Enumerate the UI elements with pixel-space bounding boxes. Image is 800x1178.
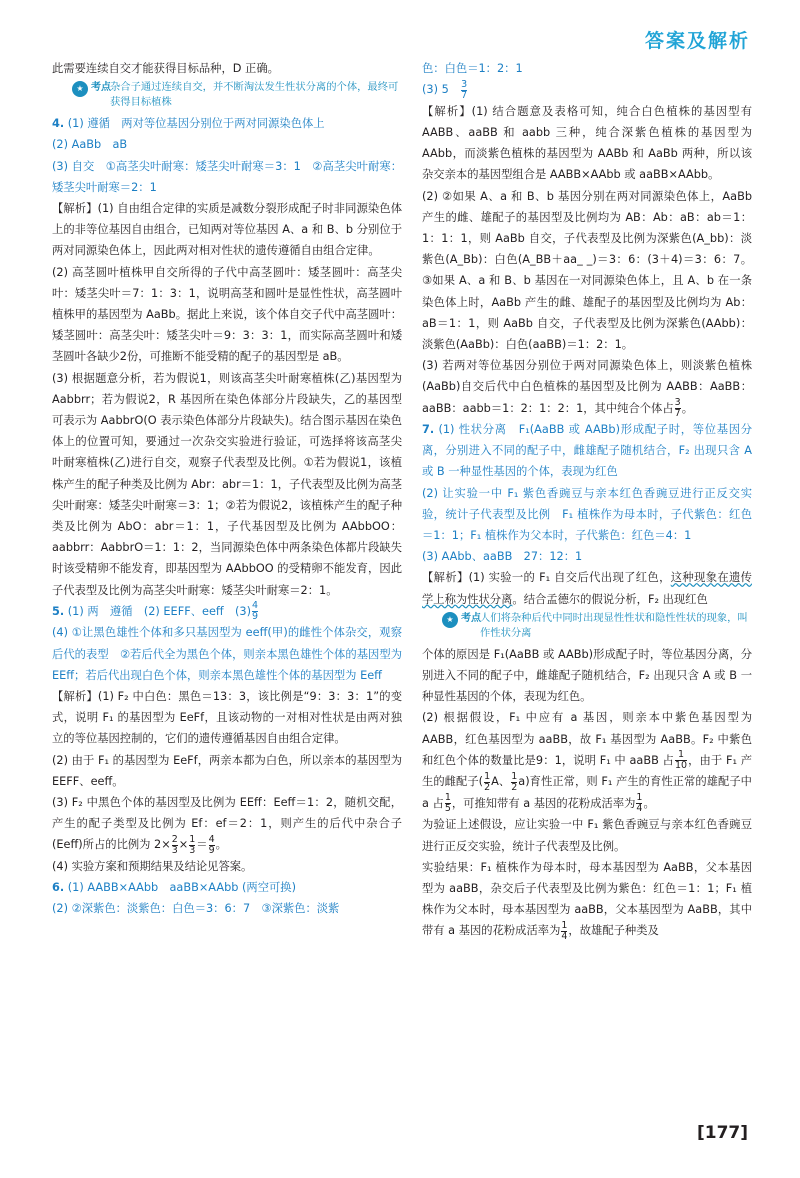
exam-point-note-2: ★ 考点 人们将杂种后代中同时出现显性性状和隐性性状的现象，叫作性状分离 — [442, 611, 752, 641]
q5-explain-4: (4) 实验方案和预期结果及结论见答案。 — [52, 859, 253, 873]
q7-explain-5: 实验结果：F₁ 植株作为母本时，母本基因型为 AaBB，父本基因型为 aaBB，杂交后子代表型及比例为紫色：红色＝1：1；F₁ 植株作为父本时，母本基因型为 aaBB，父本基因型为 AaBB，其中带有 a 基因的花粉成活率为 $\frac{1}{4}$ ，故雄配子种类及 — [422, 860, 752, 942]
q7-explain-4: 为验证上述假设，应让实验一中 F₁ 紫色香豌豆与亲本红色香豌豆进行正反交实验，统计子代表型及比例。 — [422, 818, 752, 853]
section-header: 答案及解析 — [644, 30, 750, 52]
q7-explain-3: (2) 根据假设，F₁ 中应有 a 基因，则亲本中紫色基因型为 AABB，红色基因型为 aaBB，故 F₁ 基因型为 AaBB。F₂ 中紫色和红色个体的数量比是9：1，说明 F₁ 中 aaBB 占 $\frac{1}{10}$ ，由于 F₁ 产生的雌配子( $\frac{1}{2}$ A、 $\frac{1}{2}$ a)育性正常，则 F₁ 产生的育性正常的雄配子中 a 占 $\frac{1}{5}$ ，可推知带有 a 基因的花粉成活率为 $\frac{1}{4}$ 。 — [422, 711, 752, 815]
q4-answer-2: (2) AaBb aB — [52, 138, 128, 152]
exam-point-icon: ★ — [442, 612, 458, 628]
intro-text: 此需要连续自交才能获得目标品种，D 正确。 — [52, 62, 279, 75]
exam-point-note: ★ 考点 杂合子通过连续自交，并不断淘汰发生性状分离的个体，最终可获得目标植株 — [72, 80, 402, 110]
q6-answer-3: (3) 5 $\frac{3}{7}$ — [422, 78, 468, 101]
q5-answer-1: 5. (1) 两 遵循 (2) EEFF、eeff (3) $\frac{4}{9}$ — [52, 600, 259, 623]
fraction: $\frac{4}{9}$ — [251, 600, 259, 623]
right-column — [422, 58, 752, 942]
q7-answer-2: (2) 让实验一中 F₁ 紫色香豌豆与亲本红色香豌豆进行正反交实验，统计子代表型及比例 F₁ 植株作为母本时，子代紫色：红色＝1：1；F₁ 植株作为父本时，子代紫色：红色＝4：1 — [422, 486, 752, 543]
q4-explain-2: (2) 高茎圆叶植株甲自交所得的子代中高茎圆叶：矮茎圆叶：高茎尖叶：矮茎尖叶＝7：1：3：1，说明高茎和圆叶是显性性状，高茎圆叶植株甲的基因型为 AaBb。据此上来说，该个体自交子代中高茎圆叶：矮茎圆叶：高茎尖叶：矮茎尖叶＝9：3：3：1，而实际高茎圆叶和矮茎圆叶各缺少2份，可推断不能受精的配子的基因型是 aB。 — [52, 265, 402, 364]
q6-explain-2: (2) ②如果 A、a 和 B、b 基因分别在两对同源染色体上，AaBb 产生的雌、雄配子的基因型及比例均为 AB：Ab：aB：ab＝1：1：1：1，则 AaBb 自交，子代表型及比例为深紫色(A_bb)：淡紫色(A_Bb)：白色(A_BB＋aa_ _)＝3：6：(3＋4)＝3：6：7。③如果 A、a 和 B、b 基因在一对同源染色体上，且 A、b 在一条染色体上时，AaBb 产生的雌、雄配子的基因型及比例均为 Ab：aB＝1：1，则 AaBb 自交，子代表型及比例为深紫色(AAbb)：淡紫色(AaBb)：白色(aaBB)＝1：2：1。 — [422, 189, 752, 351]
exam-point-icon: ★ — [72, 81, 88, 97]
q5-explain-1: 【解析】(1) F₂ 中白色：黑色＝13：3，该比例是“9：3：3：1”的变式，说明 F₁ 的基因型为 EeFf，且该动物的一对相对性状是由两对独立的等位基因控制的，它们的遗传遵循基因自由组合定律。 — [52, 689, 402, 746]
q7-answer-3: (3) AAbb、aaBB 27：12：1 — [422, 550, 583, 564]
q7-answer-1: 7. (1) 性状分离 F₁(AaBB 或 AABb)形成配子时，等位基因分离，分别进入不同的配子中，雌雄配子随机结合，F₂ 出现只含 A 或 B 一种显性基因的个体，表现为红色 — [422, 423, 752, 479]
q7-explain-2: 个体的原因是 F₁(AaBB 或 AABb)形成配子时，等位基因分离，分别进入不同的配子中，雌雄配子随机结合，F₂ 出现只含 A 或 B 一种显性基因的个体，表现为红色。 — [422, 647, 752, 704]
q4-answer-3: (3) 自交 ①高茎尖叶耐寒：矮茎尖叶耐寒＝3：1 ②高茎尖叶耐寒：矮茎尖叶耐寒＝2：1 — [52, 159, 402, 194]
q4-explain-1: 【解析】(1) 自由组合定律的实质是减数分裂形成配子时非同源染色体上的非等位基因自由组合，已知两对等位基因 A、a 和 B、b 分别位于两对同源染色体上，因此两对相对性状的遗传遵循自由组合定律。 — [52, 202, 402, 258]
q6-answer-2: (2) ②深紫色：淡紫色：白色＝3：6：7 ③深紫色：淡紫 — [52, 902, 340, 916]
q5-explain-2: (2) 由于 F₁ 的基因型为 EeFf，两亲本都为白色，所以亲本的基因型为 EEFF、eeff。 — [52, 753, 402, 788]
q6-answer-1: 6. (1) AABB×AAbb aaBB×AAbb (两空可换) — [52, 881, 297, 895]
q5-answer-2: (4) ①让黑色雄性个体和多只基因型为 eeff(甲)的雌性个体杂交，观察后代的表型 ②若后代全为黑色个体，则亲本黑色雄性个体的基因型为 EEff；若后代出现白色个体，则亲本黑色雄性个体的基因型为 Eeff — [52, 626, 402, 682]
q6-explain-3: (3) 若两对等位基因分别位于两对同源染色体上，则淡紫色植株(AaBb)自交后代中白色植株的基因型及比例为 AABB：AaBB：aaBB：aabb＝1：2：1：2：1，其中纯合个体占 $\frac{3}{7}$ 。 — [422, 359, 752, 420]
q4-explain-3: (3) 根据题意分析，若为假说1，则该高茎尖叶耐寒植株(乙)基因型为 Aabbrr；若为假说2，R 基因所在染色体部分片段缺失，乙的基因型可表示为 AabbrO(O 表示染色体部分片段缺失)。结合图示基因在染色体上的位置可知，要通过一次杂交实验进行验证，可选择将该高茎尖叶耐寒植株(乙)进行自交，观察子代表型及比例。①若为假说1，该植株产生的配子种类及比例为 Abr：abr＝1：1，子代表型及比例为高茎尖叶耐寒：矮茎尖叶耐寒＝3：1；②若为假说2，该植株产生的配子种类及比例为 AbO：abr＝1：1，子代基因型及比例为 AAbbOO：aabbrr：AabbrO＝1：1：2，当同源染色体中两条染色体都片段缺失时该受精卵不能发育，即基因型为 AAbbOO 的受精卵不能发育，因此子代表型及比例为高茎尖叶耐寒：矮茎尖叶耐寒＝2：1。 — [52, 371, 402, 597]
q6-answer-cont: 色：白色＝1：2：1 — [422, 62, 523, 75]
q5-explain-3: (3) F₂ 中黑色个体的基因型及比例为 EEff：Eeff＝1：2，随机交配，产生的配子类型及比例为 Ef：ef＝2：1，则产生的后代中杂合子(Eeff)所占的比例为 2× $\frac{2}{3}$ × $\frac{1}{3}$ ＝ $\frac{4}{9}$ 。 — [52, 796, 402, 856]
q4-answer-1: 4. (1) 遵循 两对等位基因分别位于两对同源染色体上 — [52, 117, 325, 131]
left-column — [52, 58, 402, 920]
q7-explain-1: 【解析】(1) 实验一的 F₁ 自交后代出现了红色，这种现象在遗传学上称为性状分离。结合孟德尔的假说分析，F₂ 出现红色 — [422, 571, 752, 606]
q6-explain-1: 【解析】(1) 结合题意及表格可知，纯合白色植株的基因型有 AABB、aaBB 和 aabb 三种，纯合深紫色植株的基因型为 AAbb，而淡紫色植株的基因型为 AABb 和 AaBb 两种，所以该杂交亲本的基因型组合是 AABB×AAbb 或 aaBB×AAbb。 — [422, 104, 752, 182]
page-number: [177] — [696, 1123, 748, 1143]
